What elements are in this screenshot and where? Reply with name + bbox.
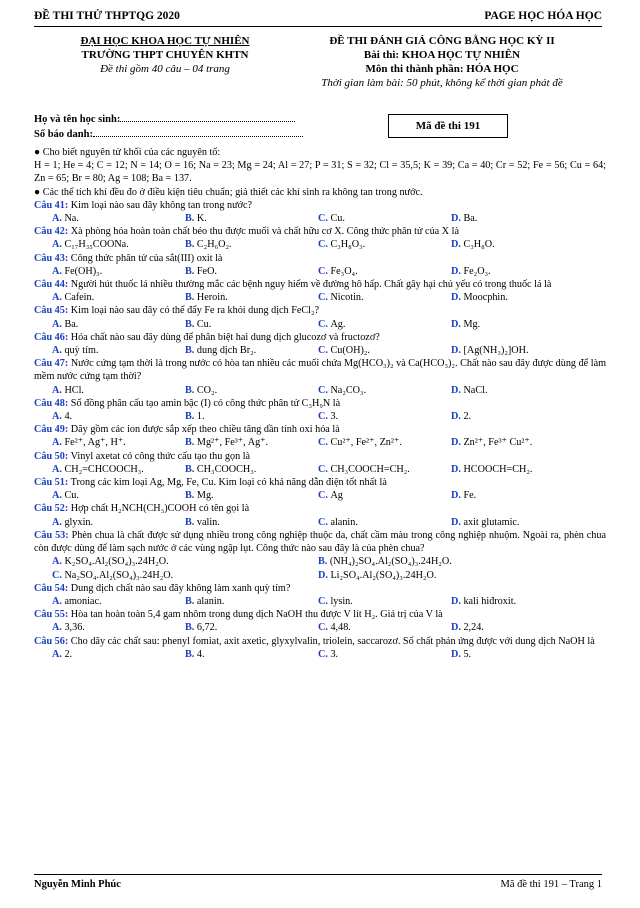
option-text: Cu. bbox=[196, 318, 212, 330]
option-text: 3. bbox=[330, 411, 339, 423]
question bbox=[34, 423, 606, 436]
answer-option-b[interactable] bbox=[167, 344, 300, 357]
answer-option-d[interactable] bbox=[433, 621, 566, 634]
answer-row bbox=[34, 595, 606, 608]
option-letter: B. bbox=[185, 622, 197, 634]
answer-option-b[interactable] bbox=[167, 489, 300, 502]
answer-option-d[interactable] bbox=[433, 516, 566, 529]
answer-option-a[interactable] bbox=[34, 489, 167, 502]
question bbox=[34, 357, 606, 383]
option-letter: C. bbox=[318, 345, 331, 357]
option-letter: C. bbox=[52, 569, 65, 581]
option-letter: D. bbox=[451, 213, 464, 225]
question-text: Cho dãy các chất sau: phenyl fomiat, axit axetic, glyxylvalin, triolein, saccarozơ. Số chất phản ứng được với dung dịch NaOH là bbox=[70, 635, 595, 647]
option-text: 3. bbox=[330, 648, 339, 660]
option-letter: A. bbox=[52, 239, 65, 251]
question bbox=[34, 608, 606, 621]
option-text: Na₂CO₃. bbox=[330, 384, 367, 396]
exam-info: Đề thi gồm 40 câu – 04 trang bbox=[100, 63, 230, 75]
answer-option-c[interactable] bbox=[34, 569, 300, 582]
question-number: Câu 53: bbox=[34, 529, 69, 541]
answer-row bbox=[34, 489, 606, 502]
option-text: Mg. bbox=[463, 318, 481, 330]
option-letter: D. bbox=[451, 345, 464, 357]
option-letter: C. bbox=[318, 292, 331, 304]
answer-row bbox=[34, 621, 606, 634]
answer-option-c[interactable] bbox=[300, 648, 433, 661]
option-text: 2. bbox=[463, 411, 472, 423]
footer-page: Mã đề thi 191 – Trang 1 bbox=[500, 879, 602, 890]
answer-option-d[interactable] bbox=[433, 265, 566, 278]
exam-code-box: Mã đề thi 191 bbox=[388, 114, 508, 138]
student-info bbox=[34, 112, 303, 142]
option-letter: A. bbox=[52, 490, 65, 502]
answer-option-c[interactable] bbox=[300, 384, 433, 397]
question-text: Hợp chất H₂NCH(CH₃)COOH có tên gọi là bbox=[70, 503, 250, 515]
answer-row bbox=[34, 212, 606, 225]
option-letter: B. bbox=[185, 648, 197, 660]
exam-component: Môn thi thành phần: HÓA HỌC bbox=[365, 63, 519, 75]
question bbox=[34, 225, 606, 238]
option-letter: D. bbox=[451, 239, 464, 251]
option-text: 2. bbox=[64, 648, 73, 660]
option-text: 4. bbox=[64, 411, 73, 423]
question-number: Câu 48: bbox=[34, 397, 69, 409]
question bbox=[34, 476, 606, 489]
option-letter: A. bbox=[52, 345, 65, 357]
option-text: lysin. bbox=[330, 595, 353, 607]
option-text: alanin. bbox=[330, 516, 358, 528]
answer-option-a[interactable] bbox=[34, 595, 167, 608]
note-line: ● Các thể tích khí đều đo ở điều kiện tiêu chuẩn; giả thiết các khí sinh ra không tan trong nước. bbox=[34, 186, 423, 198]
option-letter: D. bbox=[451, 292, 464, 304]
option-text: 1. bbox=[196, 411, 205, 423]
option-letter: B. bbox=[185, 213, 197, 225]
question-text: Hóa chất nào sau đây dùng để phân biệt hai dung dịch glucozơ và fructozơ? bbox=[70, 331, 380, 343]
option-text: Fe²⁺, Ag⁺, H⁺. bbox=[64, 437, 126, 449]
question bbox=[34, 582, 606, 595]
answer-option-c[interactable] bbox=[300, 318, 433, 331]
option-text: (NH₄)₂SO₄.Al₂(SO₄)₃.24H₂O. bbox=[329, 556, 452, 568]
answer-option-d[interactable] bbox=[300, 569, 566, 582]
option-text: Ag bbox=[330, 490, 343, 502]
question-text: Công thức phân tử của sắt(III) oxit là bbox=[70, 252, 223, 264]
answer-option-d[interactable] bbox=[433, 489, 566, 502]
question-text: Kim loại nào sau đây không tan trong nước? bbox=[70, 199, 253, 211]
option-text: 3,36. bbox=[64, 622, 85, 634]
option-letter: B. bbox=[185, 516, 197, 528]
option-letter: B. bbox=[185, 437, 197, 449]
option-letter: B. bbox=[185, 318, 197, 330]
question bbox=[34, 450, 606, 463]
option-letter: A. bbox=[52, 213, 65, 225]
note-line: H = 1; He = 4; C = 12; N = 14; O = 16; Na = 23; Mg = 24; Al = 27; P = 31; S = 32; Cl = 35,5; K = 39; Ca = 40; Cr = 52; Fe = 56; Cu = 64; Zn = 65; Br = 80; Ag = 108; Ba = 137. bbox=[34, 160, 606, 185]
question bbox=[34, 635, 606, 648]
option-text: 5. bbox=[463, 648, 472, 660]
option-text: Ba. bbox=[463, 213, 478, 225]
answer-option-c[interactable] bbox=[300, 516, 433, 529]
option-text: CO₂. bbox=[196, 384, 218, 396]
answer-option-d[interactable] bbox=[433, 384, 566, 397]
question bbox=[34, 278, 606, 291]
answer-option-a[interactable] bbox=[34, 621, 167, 634]
option-letter: B. bbox=[185, 265, 197, 277]
answer-option-b[interactable] bbox=[167, 265, 300, 278]
exam-title: ĐỀ THI ĐÁNH GIÁ CÔNG BẰNG HỌC KỲ II bbox=[329, 35, 555, 47]
option-text: quỳ tím. bbox=[64, 345, 99, 357]
option-letter: B. bbox=[185, 384, 197, 396]
answer-row bbox=[34, 463, 606, 476]
answer-option-b[interactable] bbox=[167, 595, 300, 608]
option-letter: D. bbox=[318, 569, 331, 581]
answer-option-d[interactable] bbox=[433, 595, 566, 608]
option-letter: A. bbox=[52, 292, 65, 304]
answer-option-d[interactable] bbox=[433, 648, 566, 661]
answer-row bbox=[34, 569, 606, 582]
option-text: 2,24. bbox=[463, 622, 484, 634]
answer-option-a[interactable] bbox=[34, 291, 167, 304]
question bbox=[34, 397, 606, 410]
question-text: Dãy gồm các ion được sắp xếp theo chiều tăng dần tính oxi hóa là bbox=[70, 424, 340, 436]
question-text: Vinyl axetat có công thức cấu tạo thu gọn là bbox=[70, 450, 251, 462]
answer-option-a[interactable] bbox=[34, 238, 167, 251]
option-letter: A. bbox=[52, 622, 65, 634]
question-number: Câu 42: bbox=[34, 226, 69, 238]
answer-row bbox=[34, 265, 606, 278]
option-letter: A. bbox=[52, 437, 65, 449]
answer-option-b[interactable] bbox=[167, 463, 300, 476]
option-text: Heroin. bbox=[196, 292, 228, 304]
answer-row bbox=[34, 410, 606, 423]
answer-row bbox=[34, 516, 606, 529]
answer-row bbox=[34, 436, 606, 449]
option-text: axit glutamic. bbox=[463, 516, 520, 528]
option-text: Na. bbox=[64, 213, 79, 225]
answer-option-c[interactable] bbox=[300, 595, 433, 608]
option-text: Cafein. bbox=[64, 292, 95, 304]
answer-option-a[interactable] bbox=[34, 516, 167, 529]
option-text: HCl. bbox=[64, 384, 84, 396]
option-letter: B. bbox=[185, 595, 197, 607]
option-letter: A. bbox=[52, 595, 65, 607]
option-text: Fe. bbox=[463, 490, 477, 502]
answer-row bbox=[34, 238, 606, 251]
option-letter: C. bbox=[318, 648, 331, 660]
option-letter: D. bbox=[451, 648, 464, 660]
answer-option-b[interactable] bbox=[167, 318, 300, 331]
option-letter: C. bbox=[318, 463, 331, 475]
option-text: FeO. bbox=[196, 265, 217, 277]
option-letter: C. bbox=[318, 239, 331, 251]
question-number: Câu 54: bbox=[34, 582, 69, 594]
footer-author: Nguyễn Minh Phúc bbox=[34, 879, 121, 890]
option-text: Ag. bbox=[330, 318, 346, 330]
option-text: valin. bbox=[196, 516, 220, 528]
answer-option-c[interactable] bbox=[300, 212, 433, 225]
option-text: 6,72. bbox=[196, 622, 218, 634]
option-letter: C. bbox=[318, 516, 331, 528]
option-text: K. bbox=[196, 213, 207, 225]
answer-option-a[interactable] bbox=[34, 436, 167, 449]
option-letter: A. bbox=[52, 384, 65, 396]
question bbox=[34, 331, 606, 344]
option-letter: A. bbox=[52, 411, 65, 423]
option-text: alanin. bbox=[196, 595, 225, 607]
answer-option-d[interactable] bbox=[433, 291, 566, 304]
question-number: Câu 43: bbox=[34, 252, 69, 264]
question-text: Số đồng phân cấu tạo amin bậc (I) có công thức phân tử C₃H₉N là bbox=[70, 397, 341, 409]
answer-option-a[interactable] bbox=[34, 344, 167, 357]
option-text: Li₂SO₄.Al₂(SO₄)₃.24H₂O. bbox=[330, 569, 437, 581]
answer-option-d[interactable] bbox=[433, 410, 566, 423]
option-text: Fe₂O₃. bbox=[463, 265, 491, 277]
answer-option-c[interactable] bbox=[300, 489, 433, 502]
question-text: Xà phòng hóa hoàn toàn chất béo thu được muối và chất hữu cơ X. Công thức phân tử của X là bbox=[70, 226, 459, 238]
answer-option-c[interactable] bbox=[300, 344, 433, 357]
answer-option-d[interactable] bbox=[433, 238, 566, 251]
question-number: Câu 51: bbox=[34, 477, 69, 489]
option-letter: B. bbox=[318, 556, 330, 568]
question-text: Kim loại nào sau đây có thể đẩy Fe ra khỏi dung dịch FeCl₂? bbox=[70, 305, 320, 317]
answer-option-a[interactable] bbox=[34, 555, 300, 568]
option-letter: B. bbox=[185, 292, 197, 304]
question-text: Phèn chua là chất được sử dụng nhiều trong công nghiệp thuộc da, chất cầm màu trong công nghiệp nhuộm. Ngoài ra, phèn chua còn được dùng để làm sạch nước ở các vùng ngập lụt. Công thức nào sau đây là của phèn chua? bbox=[34, 529, 606, 555]
school-header bbox=[40, 34, 290, 76]
student-id-label: Số báo danh: bbox=[34, 129, 93, 140]
question-number: Câu 41: bbox=[34, 199, 69, 211]
option-text: Cu²⁺, Fe²⁺, Zn²⁺. bbox=[330, 437, 402, 449]
option-letter: B. bbox=[185, 411, 197, 423]
question-number: Câu 55: bbox=[34, 609, 69, 621]
answer-option-b[interactable] bbox=[167, 410, 300, 423]
question-text: Người hút thuốc lá nhiều thường mắc các bệnh nguy hiểm về đường hô hấp. Chất gây hại chủ yếu có trong thuốc lá là bbox=[70, 279, 552, 291]
option-letter: C. bbox=[318, 384, 331, 396]
option-text: dung dịch Br₂. bbox=[196, 345, 257, 357]
option-letter: D. bbox=[451, 265, 464, 277]
option-text: amoniac. bbox=[64, 595, 102, 607]
option-text: Moocphin. bbox=[463, 292, 508, 304]
question bbox=[34, 529, 606, 555]
option-text: C₃H₈O₃. bbox=[330, 239, 366, 251]
answer-option-b[interactable] bbox=[167, 384, 300, 397]
answer-option-c[interactable] bbox=[300, 621, 433, 634]
option-letter: C. bbox=[318, 265, 331, 277]
option-letter: D. bbox=[451, 622, 464, 634]
option-text: Fe₃O₄. bbox=[330, 265, 358, 277]
question-number: Câu 52: bbox=[34, 503, 69, 515]
answer-option-a[interactable] bbox=[34, 463, 167, 476]
question-number: Câu 47: bbox=[34, 358, 69, 370]
option-text: Cu. bbox=[330, 213, 345, 225]
answer-option-d[interactable] bbox=[433, 318, 566, 331]
option-letter: B. bbox=[185, 490, 197, 502]
answer-option-a[interactable] bbox=[34, 410, 167, 423]
option-letter: D. bbox=[451, 411, 464, 423]
question-text: Hòa tan hoàn toàn 5,4 gam nhôm trong dung dịch NaOH thu được V lít H₂. Giá trị của V là bbox=[70, 609, 443, 621]
option-text: Na₂SO₄.Al₂(SO₄)₃.24H₂O. bbox=[64, 569, 174, 581]
answer-row bbox=[34, 344, 606, 357]
answer-row bbox=[34, 555, 606, 568]
answer-option-b[interactable] bbox=[167, 212, 300, 225]
option-letter: B. bbox=[185, 345, 197, 357]
answer-option-b[interactable] bbox=[167, 621, 300, 634]
option-text: C₃H₈O. bbox=[463, 239, 495, 251]
answer-option-a[interactable] bbox=[34, 265, 167, 278]
answer-row bbox=[34, 291, 606, 304]
exam-header bbox=[272, 34, 612, 90]
option-letter: B. bbox=[185, 463, 197, 475]
answer-option-b[interactable] bbox=[167, 648, 300, 661]
option-text: C₂H₆O₂. bbox=[196, 239, 232, 251]
option-letter: A. bbox=[52, 556, 65, 568]
student-name-label: Họ và tên học sinh: bbox=[34, 114, 121, 125]
answer-row bbox=[34, 384, 606, 397]
option-letter: D. bbox=[451, 490, 464, 502]
answer-option-b[interactable] bbox=[167, 516, 300, 529]
answer-option-d[interactable] bbox=[433, 436, 566, 449]
option-text: C₁₇H₃₅COONa. bbox=[64, 239, 129, 251]
answer-option-d[interactable] bbox=[433, 212, 566, 225]
option-letter: A. bbox=[52, 318, 65, 330]
answer-option-a[interactable] bbox=[34, 212, 167, 225]
question-number: Câu 49: bbox=[34, 424, 69, 436]
student-name-field[interactable] bbox=[120, 112, 295, 122]
top-left-title: ĐỀ THI THỬ THPTQG 2020 bbox=[34, 10, 180, 22]
option-letter: C. bbox=[318, 411, 331, 423]
option-text: HCOOCH=CH₂. bbox=[463, 463, 533, 475]
exam-subject: Bài thi: KHOA HỌC TỰ NHIÊN bbox=[363, 49, 521, 61]
option-letter: C. bbox=[318, 490, 331, 502]
option-letter: D. bbox=[451, 384, 464, 396]
option-letter: B. bbox=[185, 239, 197, 251]
answer-option-b[interactable] bbox=[167, 238, 300, 251]
answer-option-b[interactable] bbox=[167, 436, 300, 449]
option-text: Cu(OH)₂. bbox=[330, 345, 370, 357]
question-text: Dung dịch chất nào sau đây không làm xanh quỳ tím? bbox=[70, 582, 291, 594]
option-letter: C. bbox=[318, 622, 331, 634]
option-text: glyxin. bbox=[64, 516, 94, 528]
answer-option-a[interactable] bbox=[34, 318, 167, 331]
university-name: ĐẠI HỌC KHOA HỌC TỰ NHIÊN bbox=[80, 35, 250, 47]
option-letter: D. bbox=[451, 595, 464, 607]
answer-option-c[interactable] bbox=[300, 410, 433, 423]
answer-option-c[interactable] bbox=[300, 291, 433, 304]
question-number: Câu 50: bbox=[34, 450, 69, 462]
option-letter: D. bbox=[451, 463, 464, 475]
option-text: NaCl. bbox=[463, 384, 488, 396]
answer-row bbox=[34, 318, 606, 331]
student-id-field[interactable] bbox=[93, 127, 303, 137]
answer-option-c[interactable] bbox=[300, 265, 433, 278]
option-letter: D. bbox=[451, 437, 464, 449]
question-number: Câu 46: bbox=[34, 331, 69, 343]
note-line: ● Cho biết nguyên tử khối của các nguyên tố: bbox=[34, 147, 221, 158]
option-text: [Ag(NH₃)₂]OH. bbox=[463, 345, 529, 357]
option-text: Mg. bbox=[196, 490, 214, 502]
option-text: CH₃COOCH₃. bbox=[196, 463, 257, 475]
option-letter: A. bbox=[52, 265, 65, 277]
option-text: Mg²⁺, Fe³⁺, Ag⁺. bbox=[196, 437, 269, 449]
option-letter: D. bbox=[451, 318, 464, 330]
option-text: CH₂=CHCOOCH₃. bbox=[64, 463, 144, 475]
answer-option-b[interactable] bbox=[167, 291, 300, 304]
answer-option-d[interactable] bbox=[433, 463, 566, 476]
answer-option-c[interactable] bbox=[300, 463, 433, 476]
answer-option-c[interactable] bbox=[300, 238, 433, 251]
option-letter: A. bbox=[52, 648, 65, 660]
question bbox=[34, 199, 606, 212]
question bbox=[34, 502, 606, 515]
question-number: Câu 44: bbox=[34, 279, 69, 291]
option-letter: C. bbox=[318, 595, 331, 607]
option-letter: A. bbox=[52, 516, 65, 528]
option-letter: C. bbox=[318, 437, 331, 449]
option-letter: A. bbox=[52, 463, 65, 475]
question-text: Trong các kim loại Ag, Mg, Fe, Cu. Kim loại có khả năng dẫn điện tốt nhất là bbox=[70, 477, 387, 489]
question-text: Nước cứng tạm thời là trong nước có hòa tan nhiều các muối chứa Mg(HCO₃)₂ và Ca(HCO₃)₂. Chất nào sau đây được dùng để làm mềm nước cứng tạm thời? bbox=[34, 358, 607, 383]
answer-option-a[interactable] bbox=[34, 648, 167, 661]
option-text: K₂SO₄.Al₂(SO₄)₃.24H₂O. bbox=[64, 556, 169, 568]
option-text: Fe(OH)₃. bbox=[64, 265, 103, 277]
question bbox=[34, 252, 606, 265]
option-text: Ba. bbox=[64, 318, 79, 330]
question-number: Câu 56: bbox=[34, 635, 69, 647]
top-right-title: PAGE HỌC HÓA HỌC bbox=[484, 10, 602, 22]
school-name: TRƯỜNG THPT CHUYÊN KHTN bbox=[81, 49, 249, 61]
answer-option-d[interactable] bbox=[433, 344, 566, 357]
option-text: kali hiđroxit. bbox=[463, 595, 517, 607]
question-number: Câu 45: bbox=[34, 305, 69, 317]
question bbox=[34, 304, 606, 317]
option-text: Zn²⁺, Fe³⁺ Cu²⁺. bbox=[463, 437, 533, 449]
option-letter: D. bbox=[451, 516, 464, 528]
question-list bbox=[34, 146, 606, 661]
option-text: Cu. bbox=[64, 490, 79, 502]
option-text: 4. bbox=[196, 648, 205, 660]
option-text: Nicotin. bbox=[330, 292, 364, 304]
answer-option-c[interactable] bbox=[300, 436, 433, 449]
option-letter: C. bbox=[318, 318, 331, 330]
option-text: CH₃COOCH=CH₂. bbox=[330, 463, 410, 475]
top-bar bbox=[34, 10, 602, 27]
exam-time: Thời gian làm bài: 50 phút, không kể thời gian phát đề bbox=[321, 77, 563, 89]
option-letter: C. bbox=[318, 213, 331, 225]
option-text: 4,48. bbox=[330, 622, 351, 634]
page-footer bbox=[34, 874, 602, 890]
answer-option-a[interactable] bbox=[34, 384, 167, 397]
answer-option-b[interactable] bbox=[300, 555, 566, 568]
answer-row bbox=[34, 648, 606, 661]
